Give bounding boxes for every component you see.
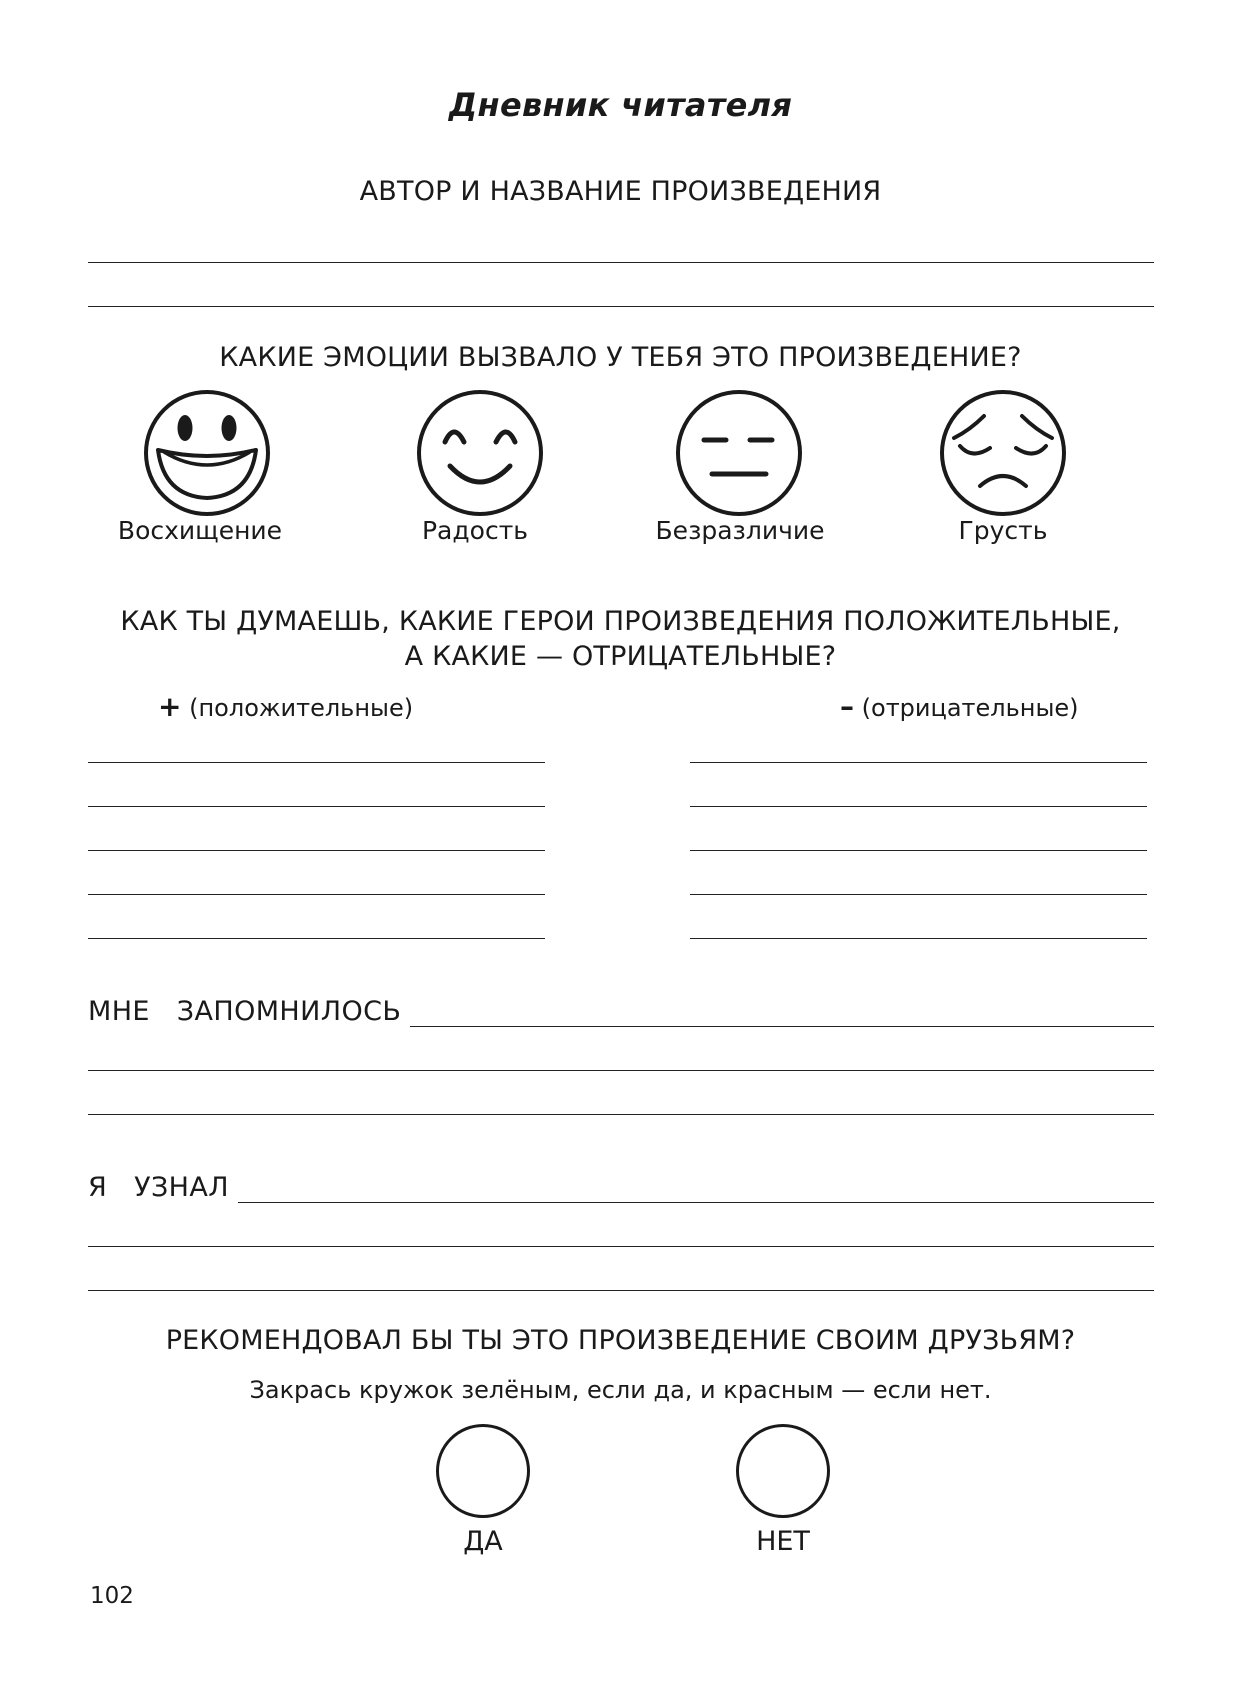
remembered-line-1[interactable] bbox=[410, 1026, 1154, 1027]
plus-sign: + bbox=[158, 690, 182, 723]
emotion-label-joy: Радость bbox=[421, 516, 529, 545]
emotion-label-sadness: Грусть bbox=[958, 516, 1048, 545]
recommend-instruction: Закрась кружок зелёным, если да, и красным — если нет. bbox=[249, 1376, 992, 1404]
yes-circle[interactable] bbox=[436, 1424, 530, 1518]
page-number: 102 bbox=[90, 1583, 134, 1609]
positive-line-5[interactable] bbox=[88, 938, 545, 939]
minus-sign: – bbox=[840, 690, 854, 723]
learned-label: Я УЗНАЛ bbox=[88, 1172, 229, 1203]
remembered-line-3[interactable] bbox=[88, 1114, 1154, 1115]
negative-line-2[interactable] bbox=[690, 806, 1147, 807]
positive-line-3[interactable] bbox=[88, 850, 545, 851]
sad-face-icon[interactable] bbox=[938, 388, 1068, 518]
no-label: НЕТ bbox=[756, 1526, 810, 1557]
heroes-heading-line1: КАК ТЫ ДУМАЕШЬ, КАКИЕ ГЕРОИ ПРОИЗВЕДЕНИЯ ПОЛОЖИТЕЛЬНЫЕ, bbox=[120, 606, 1121, 637]
page-title: Дневник читателя bbox=[448, 86, 793, 124]
negative-line-3[interactable] bbox=[690, 850, 1147, 851]
negative-line-5[interactable] bbox=[690, 938, 1147, 939]
negative-line-1[interactable] bbox=[690, 762, 1147, 763]
negative-line-4[interactable] bbox=[690, 894, 1147, 895]
positive-line-4[interactable] bbox=[88, 894, 545, 895]
recommend-heading: РЕКОМЕНДОВАЛ БЫ ТЫ ЭТО ПРОИЗВЕДЕНИЕ СВОИМ ДРУЗЬЯМ? bbox=[165, 1325, 1076, 1356]
smiling-face-icon[interactable] bbox=[415, 388, 545, 518]
positive-line-1[interactable] bbox=[88, 762, 545, 763]
author-line-1[interactable] bbox=[88, 262, 1154, 263]
neutral-face-icon[interactable] bbox=[674, 388, 804, 518]
emotion-label-admiration: Восхищение bbox=[117, 516, 283, 545]
heroes-heading-line2: А КАКИЕ — ОТРИЦАТЕЛЬНЫЕ? bbox=[404, 641, 837, 672]
learned-line-1[interactable] bbox=[238, 1202, 1154, 1203]
remembered-line-2[interactable] bbox=[88, 1070, 1154, 1071]
grinning-face-icon[interactable] bbox=[142, 388, 272, 518]
remembered-label: МНЕ ЗАПОМНИЛОСЬ bbox=[88, 996, 402, 1027]
positive-column-header bbox=[158, 690, 413, 723]
yes-label: ДА bbox=[463, 1526, 503, 1557]
no-circle[interactable] bbox=[736, 1424, 830, 1518]
author-line-2[interactable] bbox=[88, 306, 1154, 307]
learned-line-3[interactable] bbox=[88, 1290, 1154, 1291]
emotions-heading: КАКИЕ ЭМОЦИИ ВЫЗВАЛО У ТЕБЯ ЭТО ПРОИЗВЕДЕНИЕ? bbox=[219, 342, 1022, 373]
positive-label: (положительные) bbox=[189, 694, 414, 722]
negative-label: (отрицательные) bbox=[861, 694, 1079, 722]
emotion-label-indifference: Безразличие bbox=[655, 516, 825, 545]
negative-column-header bbox=[840, 690, 1079, 723]
author-heading: АВТОР И НАЗВАНИЕ ПРОИЗВЕДЕНИЯ bbox=[359, 176, 882, 207]
learned-line-2[interactable] bbox=[88, 1246, 1154, 1247]
positive-line-2[interactable] bbox=[88, 806, 545, 807]
